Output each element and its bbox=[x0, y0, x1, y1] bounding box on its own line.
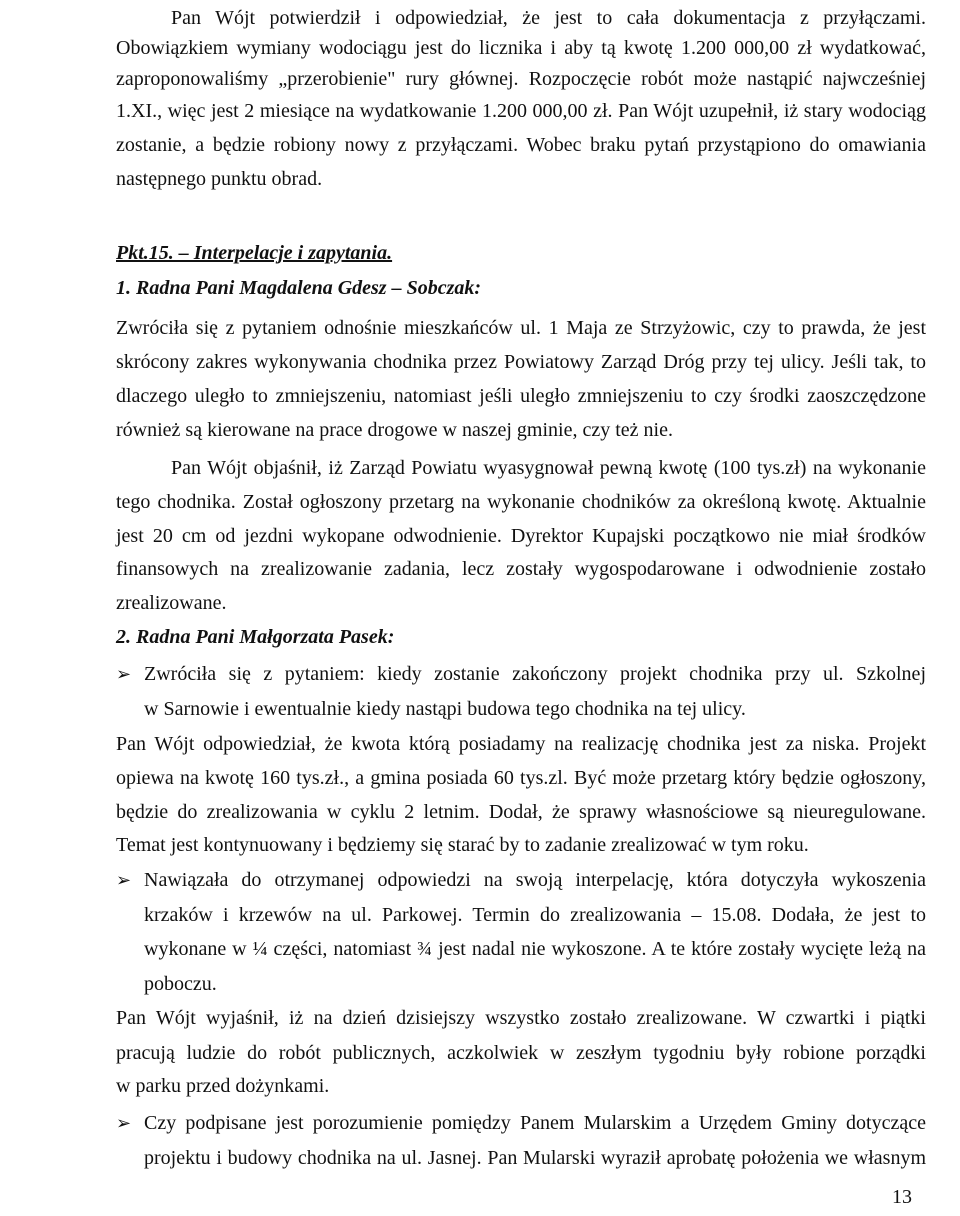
section-title: Pkt.15. – Interpelacje i zapytania. bbox=[116, 242, 393, 264]
bullet-arrow-icon: ➢ bbox=[116, 664, 132, 684]
paragraph-line: finansowych na zrealizowanie zadania, lecz zostały wygospodarowane i odwodnienie zostało bbox=[116, 558, 926, 580]
paragraph-line: w Sarnowie i ewentualnie kiedy nastąpi budowa tego chodnika na tej ulicy. bbox=[144, 698, 746, 720]
paragraph-line: Nawiązała do otrzymanej odpowiedzi na swoją interpelację, która dotyczyła wykoszenia bbox=[144, 869, 926, 891]
page-number: 13 bbox=[892, 1186, 912, 1208]
paragraph-line: krzaków i krzewów na ul. Parkowej. Termin do zrealizowania – 15.08. Dodała, że jest to bbox=[144, 904, 926, 926]
paragraph-line: projektu i budowy chodnika na ul. Jasnej. Pan Mularski wyraził aprobatę położenia we własnym bbox=[144, 1147, 926, 1169]
paragraph-line: zostanie, a będzie robiony nowy z przyłączami. Wobec braku pytań przystąpiono do omawiania bbox=[116, 134, 926, 156]
bullet-arrow-icon: ➢ bbox=[116, 870, 132, 890]
paragraph-line: jest 20 cm od jezdni wykopane odwodnienie. Dyrektor Kupajski początkowo nie miał środków bbox=[116, 525, 926, 547]
paragraph-line: zrealizowane. bbox=[116, 592, 227, 614]
item-heading-2: 2. Radna Pani Małgorzata Pasek: bbox=[116, 626, 395, 648]
paragraph-line: Zwróciła się z pytaniem: kiedy zostanie zakończony projekt chodnika przy ul. Szkolnej bbox=[144, 663, 926, 685]
paragraph-line: pracują ludzie do robót publicznych, aczkolwiek w zeszłym tygodniu były robione porządki bbox=[116, 1042, 926, 1064]
paragraph-line: poboczu. bbox=[144, 973, 217, 995]
item-heading-1: 1. Radna Pani Magdalena Gdesz – Sobczak: bbox=[116, 277, 482, 299]
paragraph-line: wykonane w ¼ części, natomiast ¾ jest nadal nie wykoszone. A te które zostały wycięte leżą na bbox=[144, 938, 926, 960]
paragraph-line: w parku przed dożynkami. bbox=[116, 1075, 330, 1097]
paragraph-line: Pan Wójt potwierdził i odpowiedział, że jest to cała dokumentacja z przyłączami. bbox=[171, 7, 926, 29]
paragraph-line: Obowiązkiem wymiany wodociągu jest do licznika i aby tą kwotę 1.200 000,00 zł wydatkować, bbox=[116, 37, 926, 59]
paragraph-line: będzie do zrealizowania w cyklu 2 letnim. Dodał, że sprawy własnościowe są nieuregulowane. bbox=[116, 801, 926, 823]
paragraph-line: Czy podpisane jest porozumienie pomiędzy Panem Mularskim a Urzędem Gminy dotyczące bbox=[144, 1112, 926, 1134]
paragraph-line: Temat jest kontynuowany i będziemy się starać by to zadanie zrealizować w tym roku. bbox=[116, 834, 809, 856]
paragraph-line: 1.XI., więc jest 2 miesiące na wydatkowanie 1.200 000,00 zł. Pan Wójt uzupełnił, iż stary wodociąg bbox=[116, 100, 926, 122]
paragraph-line: Pan Wójt objaśnił, iż Zarząd Powiatu wyasygnował pewną kwotę (100 tys.zł) na wykonanie bbox=[171, 457, 926, 479]
paragraph-line: opiewa na kwotę 160 tys.zł., a gmina posiada 60 tys.zl. Być może przetarg który będzie ogłoszony, bbox=[116, 767, 926, 789]
paragraph-line: Pan Wójt odpowiedział, że kwota którą posiadamy na realizację chodnika jest za niska. Projekt bbox=[116, 733, 926, 755]
paragraph-line: tego chodnika. Został ogłoszony przetarg na wykonanie chodników za określoną kwotę. Aktualnie bbox=[116, 491, 926, 513]
paragraph-line: Zwróciła się z pytaniem odnośnie mieszkańców ul. 1 Maja ze Strzyżowic, czy to prawda, że jest bbox=[116, 317, 926, 339]
paragraph-line: skrócony zakres wykonywania chodnika przez Powiatowy Zarząd Dróg przy tej ulicy. Jeśli tak, to bbox=[116, 351, 926, 373]
paragraph-line: zaproponowaliśmy „przerobienie" rury głównej. Rozpoczęcie robót może nastąpić najwcześniej bbox=[116, 68, 926, 90]
paragraph-line: dlaczego uległo to zmniejszeniu, natomiast jeśli uległo zmniejszeniu to czy środki zaoszczędzone bbox=[116, 385, 926, 407]
paragraph-line: również są kierowane na prace drogowe w naszej gminie, czy też nie. bbox=[116, 419, 673, 441]
paragraph-line: następnego punktu obrad. bbox=[116, 168, 323, 190]
paragraph-line: Pan Wójt wyjaśnił, iż na dzień dzisiejszy wszystko zostało zrealizowane. W czwartki i piątki bbox=[116, 1007, 926, 1029]
bullet-arrow-icon: ➢ bbox=[116, 1113, 132, 1133]
